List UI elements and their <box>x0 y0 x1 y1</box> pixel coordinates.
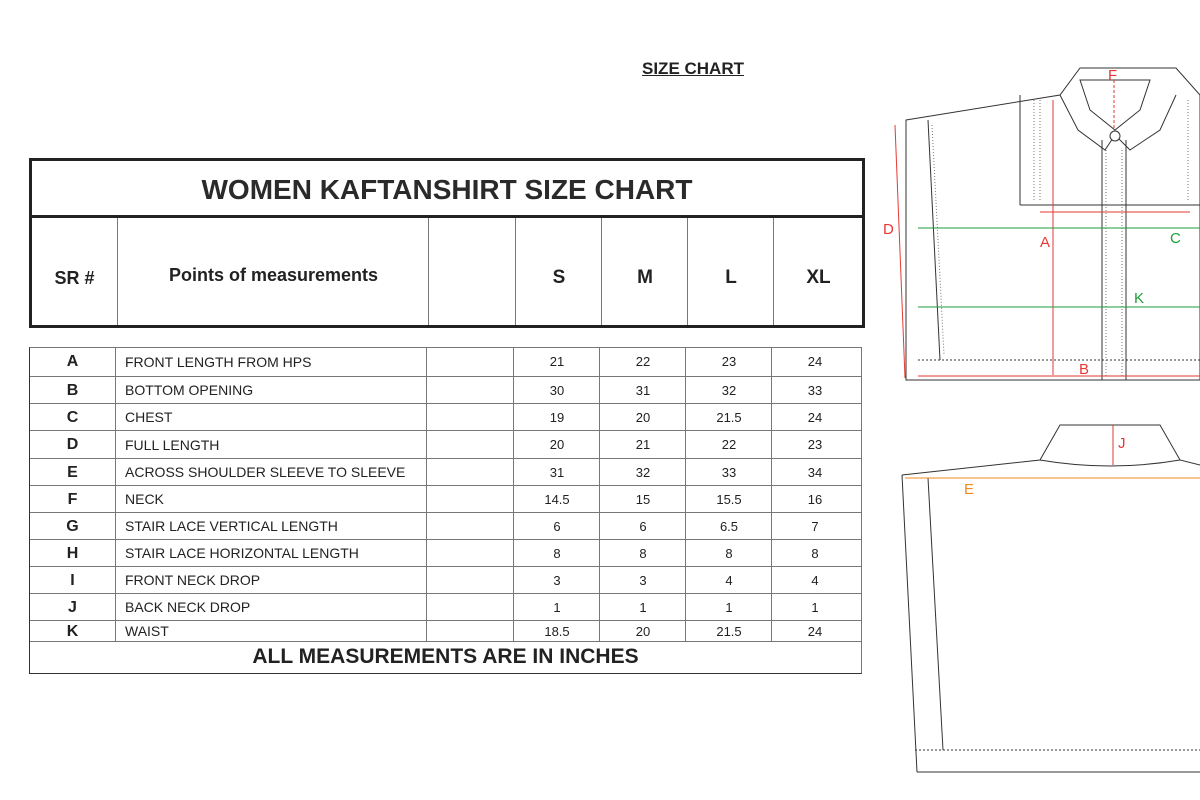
row-blank-cell <box>426 621 514 642</box>
row-value-s: 30 <box>513 377 600 404</box>
header-size-s: S <box>515 218 602 325</box>
row-blank-cell <box>426 486 514 513</box>
header-blank <box>428 218 516 325</box>
table-row <box>30 593 861 621</box>
row-value-l: 1 <box>685 594 772 621</box>
table-row <box>30 566 861 594</box>
row-measurement-name: FRONT LENGTH FROM HPS <box>115 348 426 376</box>
header-size-xl: XL <box>773 218 863 325</box>
row-value-xl: 1 <box>771 594 858 621</box>
label-e: E <box>964 481 975 498</box>
row-value-m: 31 <box>599 377 686 404</box>
row-value-s: 18.5 <box>513 621 600 642</box>
row-value-l: 32 <box>685 377 772 404</box>
row-code: I <box>70 572 75 589</box>
row-value-l: 6.5 <box>685 513 772 540</box>
row-value-xl: 16 <box>771 486 858 513</box>
row-value-xl: 24 <box>771 621 858 642</box>
row-value-xl: 23 <box>771 431 858 459</box>
row-blank-cell <box>426 404 514 431</box>
row-value-s: 1 <box>513 594 600 621</box>
table-row <box>30 539 861 567</box>
row-value-m: 1 <box>599 594 686 621</box>
row-code: J <box>68 599 77 616</box>
back-view-garment <box>902 425 1200 772</box>
row-value-m: 15 <box>599 486 686 513</box>
measurement-table <box>29 347 862 674</box>
row-code: D <box>66 436 79 453</box>
row-blank-cell <box>426 513 514 540</box>
row-blank-cell <box>426 567 514 594</box>
row-value-s: 21 <box>513 348 600 376</box>
row-value-m: 21 <box>599 431 686 459</box>
label-d: D <box>883 221 894 238</box>
row-measurement-name: NECK <box>115 486 426 513</box>
row-measurement-name: BACK NECK DROP <box>115 594 426 621</box>
row-value-l: 15.5 <box>685 486 772 513</box>
front-measure-lines <box>895 80 1200 378</box>
row-code: G <box>66 518 79 535</box>
row-code: B <box>66 382 79 399</box>
row-measurement-name: STAIR LACE VERTICAL LENGTH <box>115 513 426 540</box>
row-value-l: 8 <box>685 540 772 567</box>
label-c: C <box>1170 230 1181 247</box>
row-code: F <box>67 491 78 508</box>
row-value-xl: 24 <box>771 404 858 431</box>
row-measurement-name: CHEST <box>115 404 426 431</box>
row-value-m: 22 <box>599 348 686 376</box>
row-blank-cell <box>426 431 514 459</box>
label-f: F <box>1108 67 1118 84</box>
row-value-xl: 4 <box>771 567 858 594</box>
table-row <box>30 376 861 404</box>
row-measurement-name: FULL LENGTH <box>115 431 426 459</box>
table-row <box>30 458 861 486</box>
row-measurement-name: ACROSS SHOULDER SLEEVE TO SLEEVE <box>115 459 426 486</box>
header-sr: SR # <box>54 268 95 288</box>
row-code: A <box>66 353 79 370</box>
header-size-m: M <box>601 218 688 325</box>
table-row <box>30 485 861 513</box>
units-note: ALL MEASUREMENTS ARE IN INCHES <box>30 641 861 672</box>
row-value-s: 31 <box>513 459 600 486</box>
measure-line-d <box>895 125 905 378</box>
chart-title: WOMEN KAFTANSHIRT SIZE CHART <box>32 161 862 218</box>
label-a: A <box>1040 234 1051 251</box>
row-value-l: 4 <box>685 567 772 594</box>
row-value-l: 21.5 <box>685 404 772 431</box>
row-value-m: 8 <box>599 540 686 567</box>
row-value-m: 20 <box>599 404 686 431</box>
row-value-m: 32 <box>599 459 686 486</box>
front-view-stitching <box>932 100 1188 378</box>
table-header-row <box>32 218 862 325</box>
row-value-l: 21.5 <box>685 621 772 642</box>
row-measurement-name: BOTTOM OPENING <box>115 377 426 404</box>
kaftan-technical-drawing <box>880 60 1200 800</box>
row-value-xl: 33 <box>771 377 858 404</box>
table-row <box>30 620 861 642</box>
row-measurement-name: FRONT NECK DROP <box>115 567 426 594</box>
row-code: C <box>66 409 79 426</box>
row-blank-cell <box>426 459 514 486</box>
table-row <box>30 403 861 431</box>
row-blank-cell <box>426 377 514 404</box>
row-value-m: 20 <box>599 621 686 642</box>
row-value-m: 6 <box>599 513 686 540</box>
table-row <box>30 430 861 459</box>
chart-header-box <box>29 158 865 328</box>
row-value-s: 3 <box>513 567 600 594</box>
table-row <box>30 512 861 540</box>
row-measurement-name: WAIST <box>115 621 426 642</box>
table-row <box>30 348 861 376</box>
row-code: H <box>66 545 79 562</box>
row-value-s: 19 <box>513 404 600 431</box>
row-value-xl: 34 <box>771 459 858 486</box>
row-blank-cell <box>426 348 514 376</box>
label-j: J <box>1118 435 1126 452</box>
row-blank-cell <box>426 540 514 567</box>
row-measurement-name: STAIR LACE HORIZONTAL LENGTH <box>115 540 426 567</box>
row-value-s: 6 <box>513 513 600 540</box>
row-value-s: 8 <box>513 540 600 567</box>
row-value-l: 23 <box>685 348 772 376</box>
row-value-l: 33 <box>685 459 772 486</box>
button-icon <box>1110 131 1120 141</box>
label-b: B <box>1079 361 1090 378</box>
row-blank-cell <box>426 594 514 621</box>
row-value-l: 22 <box>685 431 772 459</box>
header-points-of-measurement: Points of measurements <box>117 218 429 325</box>
row-value-s: 20 <box>513 431 600 459</box>
header-size-l: L <box>687 218 774 325</box>
row-value-xl: 24 <box>771 348 858 376</box>
page-title: SIZE CHART <box>642 59 744 78</box>
row-value-m: 3 <box>599 567 686 594</box>
row-code: E <box>67 464 78 481</box>
row-value-xl: 7 <box>771 513 858 540</box>
row-code: K <box>66 623 79 640</box>
row-value-s: 14.5 <box>513 486 600 513</box>
row-value-xl: 8 <box>771 540 858 567</box>
label-k: K <box>1134 290 1145 307</box>
